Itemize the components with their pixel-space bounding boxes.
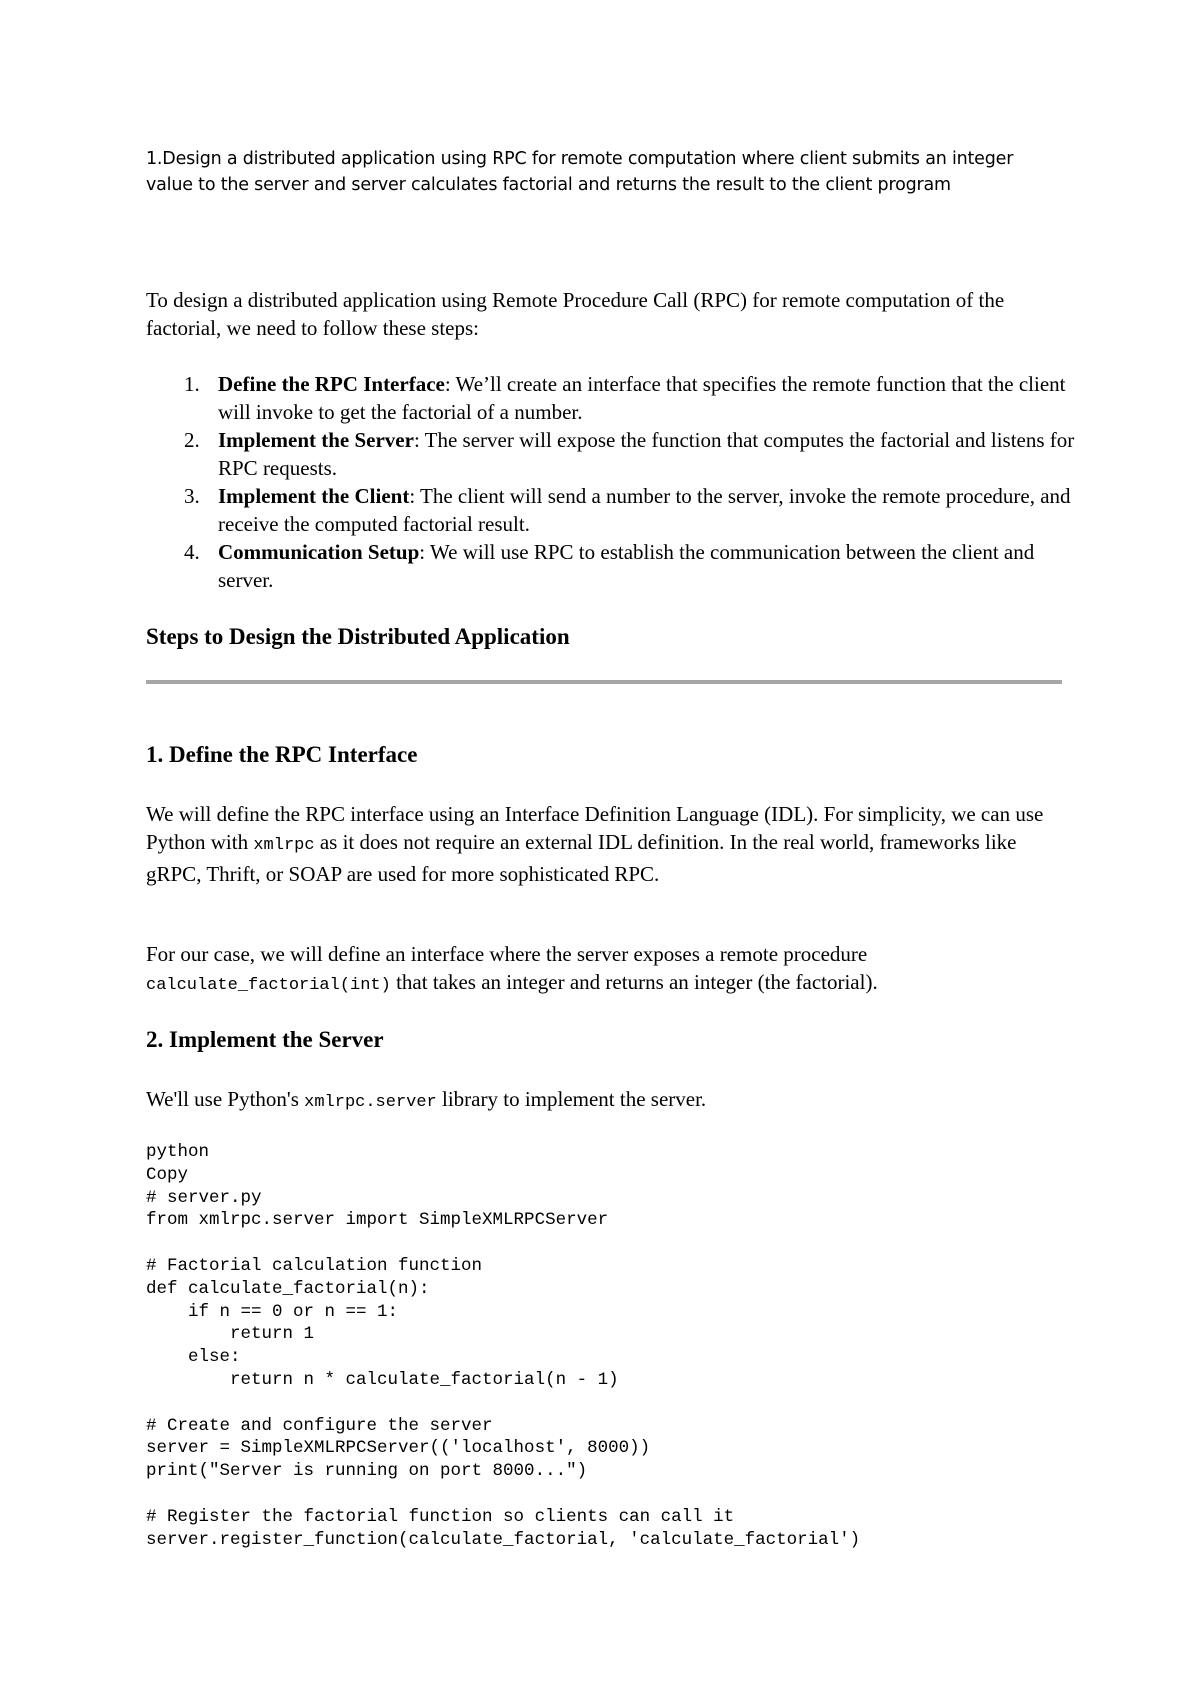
horizontal-divider [146, 680, 1062, 684]
list-number: 1. [184, 372, 200, 396]
list-item-text: : The server will expose the function that computes the factorial and listens for RPC requests. [218, 428, 1075, 480]
section-2-paragraph-1 [146, 1085, 1076, 1117]
inline-code: calculate_factorial(int) [146, 976, 391, 995]
list-item [146, 370, 1076, 426]
section-1-paragraph-1 [146, 800, 1076, 888]
question-line-2: value to the server and server calculates factorial and returns the result to the client program [146, 175, 951, 195]
section-2-heading: 2. Implement the Server [146, 1027, 384, 1052]
text-run: library to implement the server. [436, 1087, 707, 1111]
list-number: 3. [184, 484, 200, 508]
list-item [146, 482, 1076, 538]
list-item-title: Communication Setup [218, 540, 420, 564]
list-item-title: Implement the Client [218, 484, 410, 508]
list-item-title: Implement the Server [218, 428, 414, 452]
list-item-text: : The client will send a number to the server, invoke the remote procedure, and receive the computed factorial result. [218, 484, 1071, 536]
section-1-paragraph-2 [146, 940, 1076, 1000]
list-item [146, 538, 1076, 594]
list-item-title: Define the RPC Interface [218, 372, 445, 396]
list-number: 4. [184, 540, 200, 564]
text-run: that takes an integer and returns an integer (the factorial). [390, 970, 878, 994]
text-run: We'll use Python's [146, 1087, 305, 1111]
inline-code: xmlrpc.server [304, 1093, 437, 1112]
text-run: We will define the RPC interface using an Interface Definition Language (IDL). For simplicity, we can use Python with [146, 802, 1044, 854]
steps-list [146, 370, 1076, 594]
steps-heading: Steps to Design the Distributed Application [146, 624, 570, 649]
intro-paragraph: To design a distributed application using Remote Procedure Call (RPC) for remote computation of the factorial, we need to follow these steps: [146, 288, 1005, 340]
text-run: as it does not require an external IDL definition. In the real world, frameworks like gRPC, Thrift, or SOAP are used for more sophisticated RPC. [146, 830, 1017, 886]
question-line-1: 1.Design a distributed application using RPC for remote computation where client submits an integer [146, 149, 1014, 169]
section-1-heading: 1. Define the RPC Interface [146, 742, 418, 767]
list-item [146, 426, 1076, 482]
list-item-text: : We will use RPC to establish the communication between the client and server. [218, 540, 1035, 592]
text-run: For our case, we will define an interface where the server exposes a remote procedure [146, 942, 868, 966]
question-text [146, 146, 1076, 198]
list-number: 2. [184, 428, 200, 452]
list-item-text: : We’ll create an interface that specifies the remote function that the client will invoke to get the factorial of a number. [218, 372, 1066, 424]
inline-code: xmlrpc [253, 836, 315, 855]
code-block: python Copy # server.py from xmlrpc.server import SimpleXMLRPCServer # Factorial calculation function def calculate_factorial(n): if n == 0 or n == 1: return 1 else: return n * calculate_factorial(n - 1) # Create and configure the server server = SimpleXMLRPCServer(('localhost', 8000)) print("Server is running on port 8000...") # Register the factorial function so clients can call it server.register_function(calculate_factorial, 'calculate_factorial') [146, 1142, 861, 1550]
